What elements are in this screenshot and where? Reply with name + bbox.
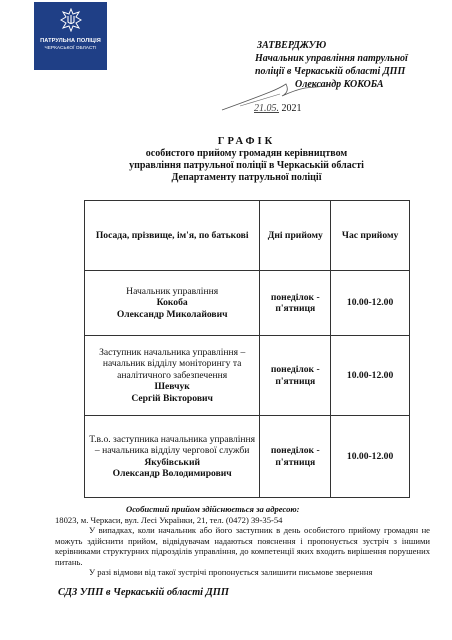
- logo-subtitle: ЧЕРКАСЬКОЇ ОБЛАСТІ: [44, 46, 97, 51]
- footer-notes: [55, 504, 430, 578]
- approval-signatory: Олександр КОКОБА: [295, 79, 384, 90]
- header-position: Посада, прізвище, ім'я, по батькові: [85, 201, 260, 271]
- approval-position-line1: Начальник управління патрульної: [255, 53, 408, 64]
- header-time: Час прийому: [331, 201, 410, 271]
- row-position: Заступник начальника управління – начальник відділу моніторингу та аналітичного забезпечення: [99, 346, 246, 381]
- note-paragraph-2: У разі відмови від такої зустрічі пропонується залишити письмове звернення: [89, 567, 373, 577]
- handwritten-date: 21.05.: [254, 103, 279, 114]
- title-heading: ГРАФІК: [217, 136, 276, 147]
- row-days: понеділок - п'ятниця: [260, 336, 331, 416]
- approval-position-line2: поліції в Черкаській області ДПП: [255, 66, 406, 77]
- row-position: Начальник управління: [126, 285, 219, 297]
- row-surname: Шевчук: [154, 381, 190, 393]
- row-given-name: Сергій Вікторович: [131, 392, 213, 404]
- approval-year: 2021: [281, 103, 302, 114]
- approval-date: [254, 103, 302, 114]
- title-line-2: особистого прийому громадян керівництвом: [145, 148, 348, 159]
- department-signature: СДЗ УПП в Черкаській області ДПП: [58, 587, 229, 598]
- table-row: [85, 271, 410, 336]
- address-title: Особистий прийом здійснюється за адресою:: [126, 504, 300, 514]
- row-given-name: Олександр Миколайович: [116, 308, 228, 320]
- row-time: 10.00-12.00: [331, 336, 410, 416]
- row-days: понеділок - п'ятниця: [260, 271, 331, 336]
- row-position-cell: [85, 271, 260, 336]
- row-position-cell: [85, 336, 260, 416]
- row-surname: Якубівський: [144, 456, 200, 468]
- title-line-3: управління патрульної поліції в Черкаській області: [129, 160, 364, 171]
- document-title: [84, 136, 409, 184]
- title-line-4: Департаменту патрульної поліції: [171, 172, 322, 183]
- header-days: Дні прийому: [260, 201, 331, 271]
- row-position: Т.в.о. заступника начальника управління – начальника відділу чергової служби: [89, 433, 256, 456]
- schedule-table: [84, 200, 410, 498]
- row-surname: Кокоба: [156, 297, 188, 309]
- note-paragraph-1: У випадках, коли начальник або його заступник в день особистого прийому громадян не можуть здійснити прийом, відвідувачам надаються пояснення і пропонується зустріч з іншими керівниками структурних підрозділів управління, до компетенції яких входить вирішення порушених питань.: [55, 525, 430, 567]
- logo-title: ПАТРУЛЬНА ПОЛІЦІЯ: [40, 38, 101, 44]
- row-time: 10.00-12.00: [331, 271, 410, 336]
- row-position-cell: [85, 416, 260, 498]
- row-days: понеділок - п'ятниця: [260, 416, 331, 498]
- table-row: [85, 336, 410, 416]
- approval-heading: ЗАТВЕРДЖУЮ: [257, 40, 327, 51]
- table-header-row: [85, 201, 410, 271]
- police-logo: [34, 2, 107, 70]
- trident-shield-icon: [60, 8, 82, 32]
- row-time: 10.00-12.00: [331, 416, 410, 498]
- row-given-name: Олександр Володимирович: [112, 468, 232, 479]
- address-line: 18023, м. Черкаси, вул. Лесі Українки, 21, тел. (0472) 39-35-54: [55, 514, 283, 525]
- table-row: [85, 416, 410, 498]
